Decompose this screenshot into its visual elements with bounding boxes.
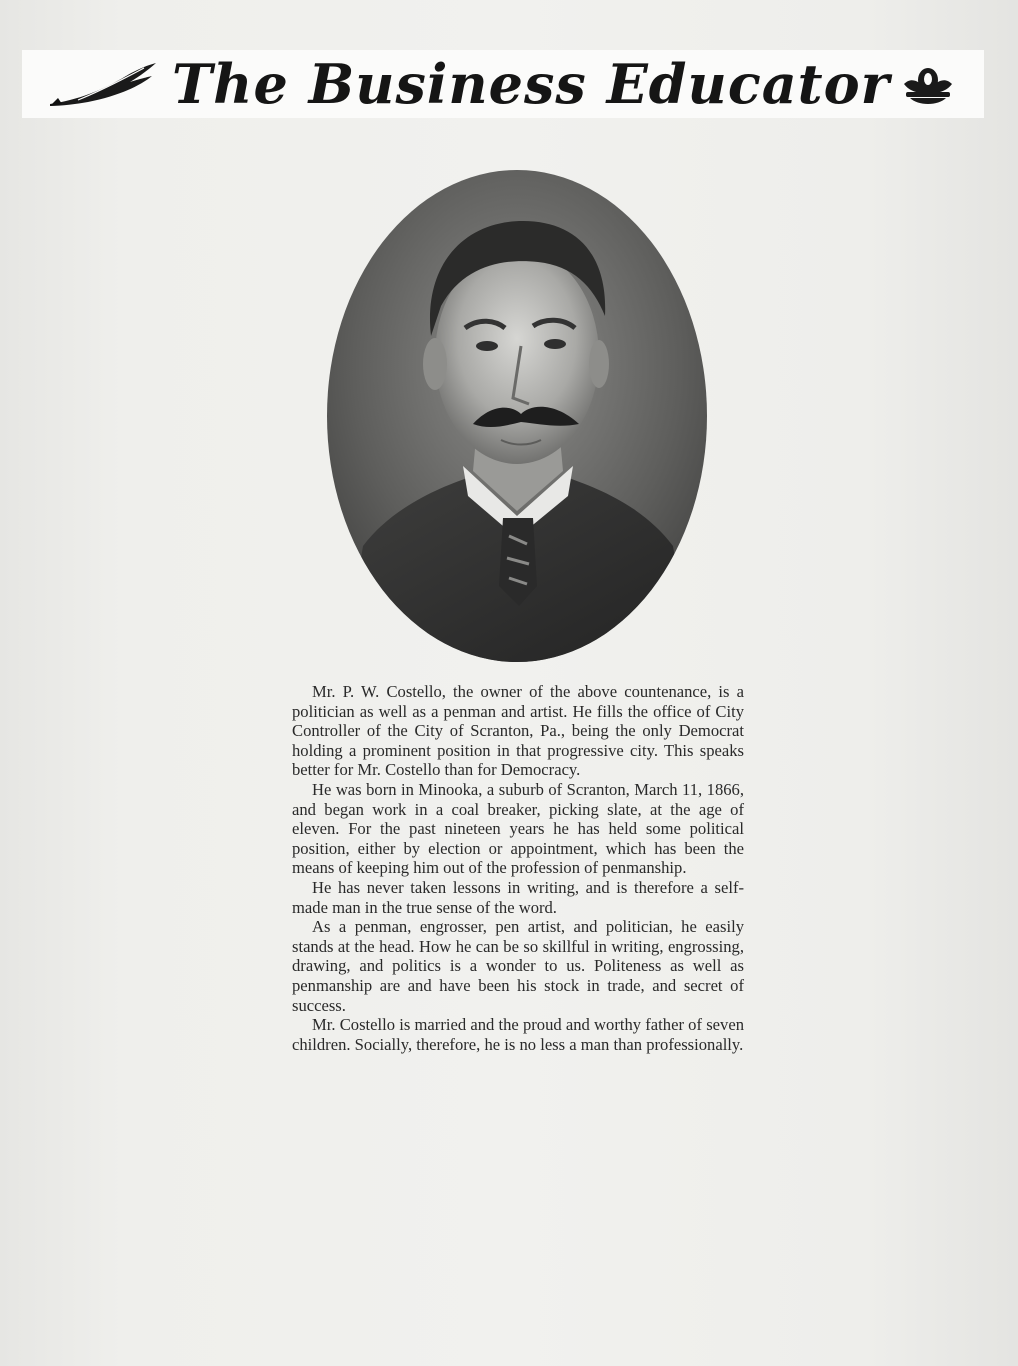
article-paragraph-3: He has never taken lessons in writing, and is therefore a self-made man in the true sense of the word. (292, 877, 744, 917)
quill-pen-icon (48, 60, 158, 110)
article-paragraph-5: Mr. Costello is married and the proud and worthy father of seven children. Socially, therefore, he is no less a man than professionally. (292, 1015, 744, 1054)
masthead (22, 50, 984, 118)
article-paragraph-1: Mr. P. W. Costello, the owner of the above countenance, is a politician as well as a penman and artist. He fills the office of City Controller of the City of Scranton, Pa., being the only Democrat holding a prominent position in that progressive city. This speaks better for Mr. Costello than for Democracy. (292, 682, 744, 780)
article-paragraph-4: As a penman, engrosser, pen artist, and politician, he easily stands at the head. How he can be so skillful in writing, engrossing, drawing, and politics is a wonder to us. Politeness as well as penmanship are and have been his stock in trade, and secret of success. (292, 917, 744, 1015)
article-paragraph-2: He was born in Minooka, a suburb of Scranton, March 11, 1866, and began work in a coal breaker, picking slate, at the age of eleven. For the past nineteen years he has held some political position, either by election or appointment, which has been the means of keeping him out of the profession of penmanship. (292, 779, 744, 878)
portrait-photo (323, 166, 711, 666)
ornament-emblem-icon (898, 62, 958, 108)
masthead-title: The Business Educator (172, 52, 891, 116)
article-body (292, 682, 744, 1054)
